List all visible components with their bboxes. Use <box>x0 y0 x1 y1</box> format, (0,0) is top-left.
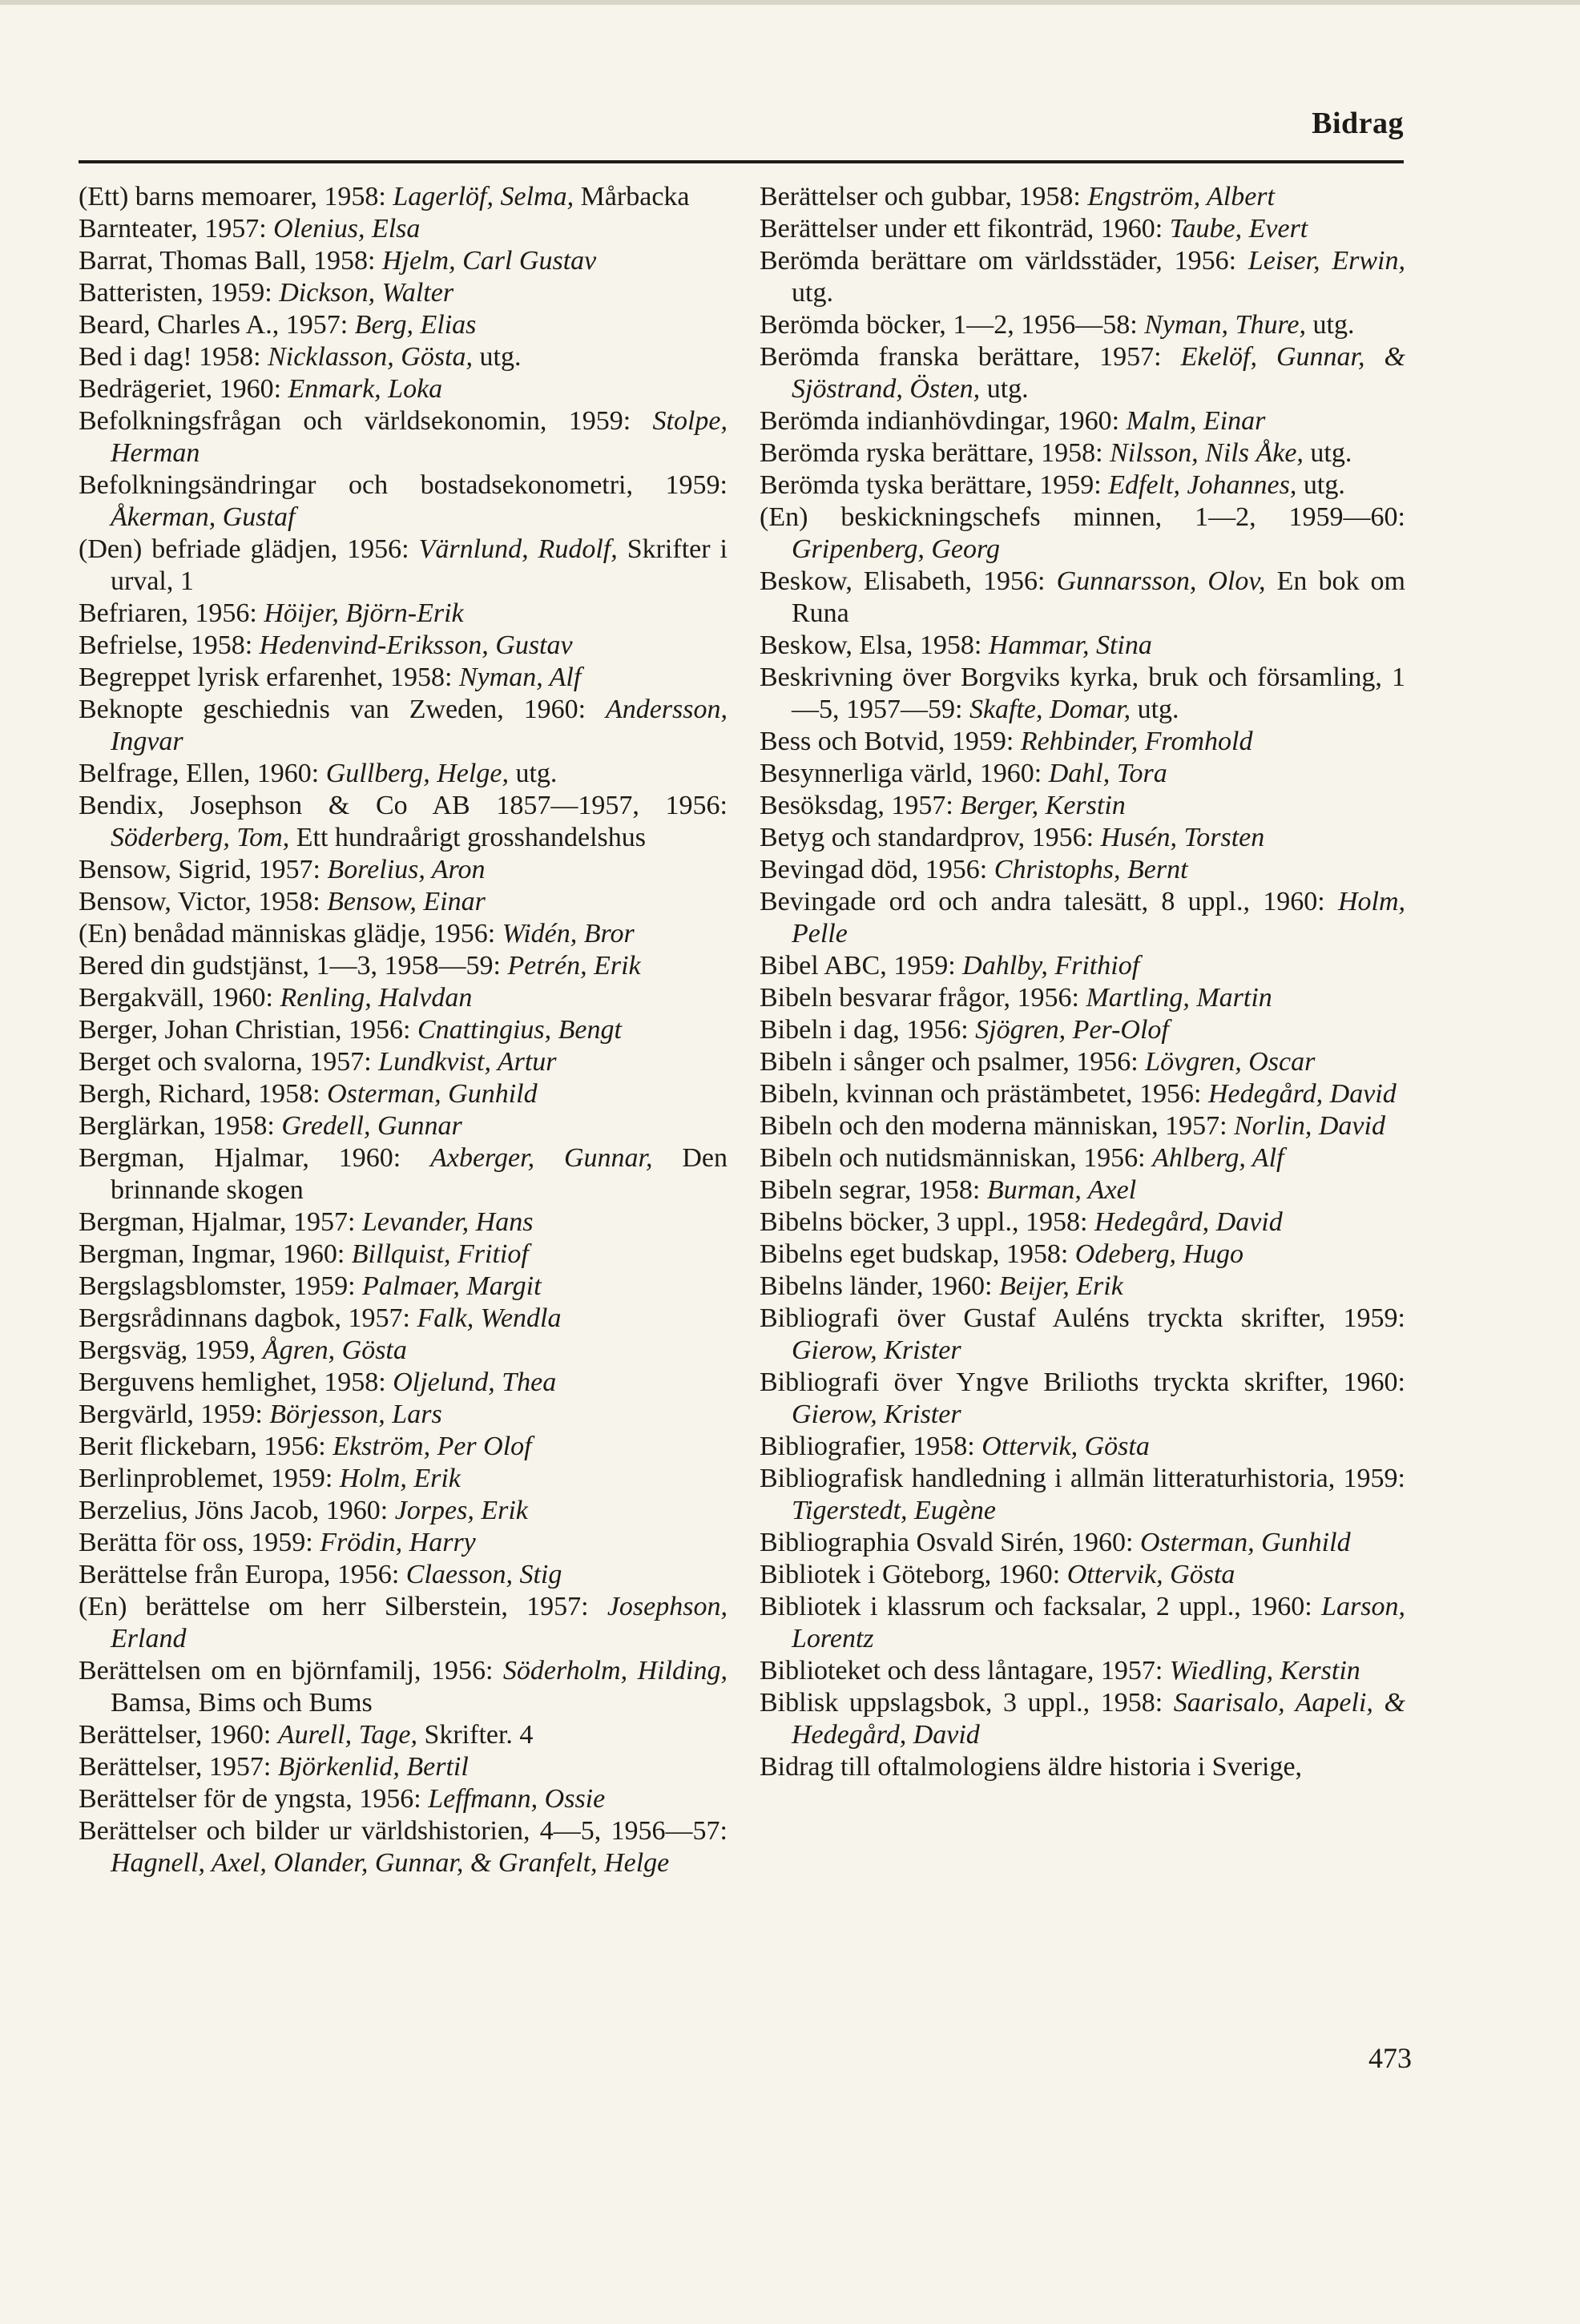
entry-title: Bed i dag! 1958: <box>79 342 268 372</box>
entry-title: Barrat, Thomas Ball, 1958: <box>79 246 382 276</box>
index-entry <box>79 1815 728 1879</box>
entry-title: Bibelns länder, 1960: <box>760 1271 999 1301</box>
entry-author: Enmark, Loka <box>288 374 443 404</box>
entry-title: Bibelns böcker, 3 uppl., 1958: <box>760 1207 1094 1237</box>
entry-author: Lagerlöf, Selma, <box>393 182 574 211</box>
index-entry <box>79 950 728 982</box>
entry-title: Befolkningsfrågan och världsekonomin, 1959: <box>79 406 653 436</box>
entry-author: Nyman, Alf <box>458 663 582 692</box>
entry-author: Burman, Axel <box>986 1175 1137 1205</box>
entry-title: Berättelsen om en björnfamilj, 1956: <box>79 1656 503 1686</box>
entry-title: Bibliografisk handledning i allmän litteraturhistoria, 1959: <box>760 1464 1405 1493</box>
index-entry <box>760 1463 1405 1527</box>
entry-note: Ett hundraårigt grosshandelshus <box>289 823 646 852</box>
entry-title: Berättelse från Europa, 1956: <box>79 1560 406 1589</box>
entry-note: Skrifter i urval, 1 <box>111 534 728 596</box>
entry-title: Bibeln och nutidsmänniskan, 1956: <box>760 1143 1153 1173</box>
entry-author: Levander, Hans <box>362 1207 534 1237</box>
entry-title: (En) berättelse om herr Silberstein, 1957: <box>79 1592 607 1621</box>
index-entry <box>79 662 728 694</box>
entry-title: Bibliographia Osvald Sirén, 1960: <box>760 1528 1141 1557</box>
entry-title: Berzelius, Jöns Jacob, 1960: <box>79 1496 395 1525</box>
index-entry <box>79 630 728 662</box>
entry-title: Berit flickebarn, 1956: <box>79 1432 333 1461</box>
entry-author: Leffmann, Ossie <box>428 1784 606 1814</box>
index-entry <box>760 245 1405 309</box>
entry-title: Besynnerliga värld, 1960: <box>760 759 1049 788</box>
entry-title: Berglärkan, 1958: <box>79 1111 282 1141</box>
entry-title: Berömda tyska berättare, 1959: <box>760 470 1109 500</box>
entry-author: Skafte, Domar, <box>969 695 1131 724</box>
index-entry <box>79 1239 728 1271</box>
entry-title: Bergman, Ingmar, 1960: <box>79 1239 352 1269</box>
entry-author: Palmaer, Margit <box>362 1271 542 1301</box>
entry-author: Olenius, Elsa <box>273 214 421 244</box>
entry-title: Biblioteket och dess låntagare, 1957: <box>760 1656 1170 1686</box>
index-entry <box>760 469 1405 501</box>
index-entry <box>760 1046 1405 1078</box>
entry-author: Ahlberg, Alf <box>1152 1143 1284 1173</box>
entry-title: Berömda berättare om världsstäder, 1956: <box>760 246 1248 276</box>
entry-author: Leiser, Erwin, <box>1247 246 1405 276</box>
entry-author: Bensow, Einar <box>327 887 486 916</box>
index-entry <box>760 1687 1405 1751</box>
entry-title: Bibel ABC, 1959: <box>760 951 963 981</box>
entry-author: Falk, Wendla <box>417 1303 562 1333</box>
entry-author: Hagnell, Axel, Olander, Gunnar, & Granfelt, Helge <box>111 1848 670 1878</box>
entry-author: Ottervik, Gösta <box>1066 1560 1235 1589</box>
entry-author: Hammar, Stina <box>988 630 1152 660</box>
index-entry <box>79 1206 728 1239</box>
index-entry <box>760 886 1405 950</box>
index-entry <box>79 534 728 598</box>
index-entry <box>760 1655 1405 1687</box>
entry-author: Dahlby, Frithiof <box>962 951 1140 981</box>
entry-title: Belfrage, Ellen, 1960: <box>79 759 326 788</box>
index-entry <box>760 1527 1405 1559</box>
entry-title: Bergman, Hjalmar, 1960: <box>79 1143 431 1173</box>
entry-title: Bibliografi över Yngve Brilioths tryckta skrifter, 1960: <box>760 1367 1405 1397</box>
entry-title: Betyg och standardprov, 1956: <box>760 823 1101 852</box>
index-entry <box>760 309 1405 341</box>
index-entry <box>79 181 728 213</box>
entry-title: Berlinproblemet, 1959: <box>79 1464 340 1493</box>
entry-author: Stolpe, Herman <box>111 406 728 468</box>
index-entry <box>760 1142 1405 1174</box>
entry-author: Lundkvist, Artur <box>378 1047 557 1077</box>
entry-author: Borelius, Aron <box>327 855 486 884</box>
index-entry <box>79 982 728 1014</box>
entry-note: utg. <box>473 342 522 372</box>
index-entry <box>79 1591 728 1655</box>
index-entry <box>79 1303 728 1335</box>
entry-title: Batteristen, 1959: <box>79 278 280 308</box>
index-entry <box>760 950 1405 982</box>
entry-author: Osterman, Gunhild <box>327 1079 538 1109</box>
index-entry <box>79 790 728 854</box>
entry-title: Bendix, Josephson & Co AB 1857—1957, 1956: <box>79 791 728 820</box>
entry-title: Berömda ryska berättare, 1958: <box>760 438 1110 468</box>
index-entry <box>760 1078 1405 1110</box>
index-entry <box>79 213 728 245</box>
index-entry <box>79 1367 728 1399</box>
entry-title: Beknopte geschiednis van Zweden, 1960: <box>79 695 606 724</box>
entry-author: Hedegård, David <box>1094 1207 1283 1237</box>
running-head: Bidrag <box>1312 107 1404 140</box>
index-entry <box>79 598 728 630</box>
entry-note: utg. <box>508 759 558 788</box>
entry-title: Bensow, Victor, 1958: <box>79 887 328 916</box>
entry-author: Norlin, David <box>1234 1111 1385 1141</box>
index-entry <box>79 373 728 405</box>
entry-title: Beskow, Elisabeth, 1956: <box>760 566 1057 596</box>
entry-author: Claesson, Stig <box>405 1560 562 1589</box>
entry-author: Holm, Pelle <box>792 887 1405 949</box>
index-entry <box>79 1559 728 1591</box>
index-entry <box>79 1655 728 1719</box>
entry-title: Bergman, Hjalmar, 1957: <box>79 1207 362 1237</box>
entry-title: Bibeln och den moderna människan, 1957: <box>760 1111 1235 1141</box>
entry-author: Börjesson, Lars <box>269 1400 442 1429</box>
entry-title: Begreppet lyrisk erfarenhet, 1958: <box>79 663 459 692</box>
index-entry <box>760 405 1405 437</box>
entry-title: Berger, Johan Christian, 1956: <box>79 1015 417 1045</box>
index-entry <box>79 1751 728 1783</box>
entry-title: Bibliotek i Göteborg, 1960: <box>760 1560 1067 1589</box>
entry-title: Befolkningsändringar och bostadsekonometri, 1959: <box>79 470 728 500</box>
entry-author: Martling, Martin <box>1086 983 1272 1013</box>
entry-author: Beijer, Erik <box>998 1271 1123 1301</box>
entry-author: Tigerstedt, Eugène <box>792 1496 996 1525</box>
entry-title: (En) benådad människas glädje, 1956: <box>79 919 502 949</box>
entry-author: Billquist, Fritiof <box>351 1239 529 1269</box>
entry-author: Larson, Lorentz <box>792 1592 1405 1653</box>
entry-title: Bergvärld, 1959: <box>79 1400 270 1429</box>
index-entry <box>79 245 728 277</box>
index-entry <box>760 822 1405 854</box>
index-entry <box>79 1110 728 1142</box>
index-entry <box>79 1719 728 1751</box>
entry-author: Holm, Erik <box>339 1464 461 1493</box>
entry-author: Söderberg, Tom, <box>111 823 290 852</box>
entry-author: Hedegård, David <box>1207 1079 1397 1109</box>
entry-title: Bergsväg, 1959, <box>79 1335 263 1365</box>
index-entry <box>760 854 1405 886</box>
entry-title: (Ett) barns memoarer, 1958: <box>79 182 393 211</box>
entry-title: Bibliografier, 1958: <box>760 1432 982 1461</box>
entry-title: Bibeln, kvinnan och prästämbetet, 1956: <box>760 1079 1208 1109</box>
entry-author: Ottervik, Gösta <box>981 1432 1150 1461</box>
entry-author: Axberger, Gunnar, <box>430 1143 653 1173</box>
index-entry <box>79 918 728 950</box>
entry-title: Bensow, Sigrid, 1957: <box>79 855 328 884</box>
index-column-right <box>760 181 1405 1783</box>
entry-title: Beard, Charles A., 1957: <box>79 310 355 340</box>
index-entry <box>79 1271 728 1303</box>
entry-author: Ågren, Gösta <box>262 1335 407 1365</box>
entry-author: Jorpes, Erik <box>394 1496 528 1525</box>
entry-note: utg. <box>1303 438 1352 468</box>
index-entry <box>79 1335 728 1367</box>
index-entry <box>760 1751 1405 1783</box>
entry-title: Bered din gudstjänst, 1—3, 1958—59: <box>79 951 508 981</box>
index-entry <box>760 1271 1405 1303</box>
index-entry <box>79 405 728 469</box>
index-entry <box>760 1559 1405 1591</box>
entry-title: Bibeln segrar, 1958: <box>760 1175 987 1205</box>
index-entry <box>760 181 1405 213</box>
entry-author: Nicklasson, Gösta, <box>268 342 474 372</box>
index-entry <box>760 1303 1405 1367</box>
entry-author: Malm, Einar <box>1126 406 1266 436</box>
entry-author: Söderholm, Hilding, <box>502 1656 728 1686</box>
index-entry <box>760 982 1405 1014</box>
entry-author: Berg, Elias <box>354 310 477 340</box>
entry-author: Andersson, Ingvar <box>111 695 728 756</box>
entry-author: Odeberg, Hugo <box>1074 1239 1244 1269</box>
entry-author: Gierow, Krister <box>792 1400 961 1429</box>
index-entry <box>760 1110 1405 1142</box>
entry-author: Berger, Kerstin <box>960 791 1126 820</box>
page-edge <box>0 0 1580 5</box>
entry-note: Bamsa, Bims och Bums <box>111 1688 373 1718</box>
index-entry <box>760 662 1405 726</box>
entry-author: Dickson, Walter <box>279 278 454 308</box>
entry-author: Nilsson, Nils Åke, <box>1110 438 1304 468</box>
entry-author: Lövgren, Oscar <box>1145 1047 1316 1077</box>
entry-title: Bevingad död, 1956: <box>760 855 994 884</box>
index-entry <box>79 694 728 758</box>
entry-author: Ekström, Per Olof <box>333 1432 532 1461</box>
entry-title: Bergsrådinnans dagbok, 1957: <box>79 1303 417 1333</box>
entry-title: Bibliotek i klassrum och facksalar, 2 uppl., 1960: <box>760 1592 1322 1621</box>
entry-author: Nyman, Thure, <box>1144 310 1307 340</box>
entry-title: Berguvens hemlighet, 1958: <box>79 1367 393 1397</box>
entry-note: Skrifter. 4 <box>417 1720 534 1750</box>
entry-title: Beskrivning över Borgviks kyrka, bruk och församling, 1—5, 1957—59: <box>760 663 1405 724</box>
entry-title: Bergh, Richard, 1958: <box>79 1079 328 1109</box>
entry-author: Taube, Evert <box>1169 214 1308 244</box>
index-entry <box>760 1014 1405 1046</box>
entry-author: Osterman, Gunhild <box>1140 1528 1351 1557</box>
entry-author: Gierow, Krister <box>792 1335 961 1365</box>
entry-title: Berättelser, 1960: <box>79 1720 278 1750</box>
page-number: 473 <box>1368 2042 1412 2074</box>
entry-note: utg. <box>792 278 833 308</box>
entry-author: Oljelund, Thea <box>393 1367 557 1397</box>
entry-author: Edfelt, Johannes, <box>1108 470 1297 500</box>
entry-note: En bok om Runa <box>792 566 1406 628</box>
entry-note: utg. <box>1306 310 1355 340</box>
entry-author: Björkenlid, Bertil <box>277 1752 469 1782</box>
entry-note: utg. <box>1296 470 1345 500</box>
entry-title: Bibeln i dag, 1956: <box>760 1015 976 1045</box>
index-entry <box>760 1591 1405 1655</box>
entry-author: Gredell, Gunnar <box>281 1111 462 1141</box>
index-entry <box>760 1239 1405 1271</box>
index-entry <box>79 469 728 534</box>
header-rule <box>79 160 1404 163</box>
entry-title: Biblisk uppslagsbok, 3 uppl., 1958: <box>760 1688 1174 1718</box>
entry-title: Berömda franska berättare, 1957: <box>760 342 1181 372</box>
entry-author: Engström, Albert <box>1087 182 1275 211</box>
entry-title: Beskow, Elsa, 1958: <box>760 630 989 660</box>
entry-note: utg. <box>980 374 1029 404</box>
index-entry <box>79 1463 728 1495</box>
index-entry <box>79 1142 728 1206</box>
index-entry <box>79 1527 728 1559</box>
entry-author: Renling, Halvdan <box>280 983 473 1013</box>
entry-title: (Den) befriade glädjen, 1956: <box>79 534 419 564</box>
entry-author: Petrén, Erik <box>507 951 641 981</box>
entry-author: Sjögren, Per-Olof <box>975 1015 1169 1045</box>
index-entry <box>79 1431 728 1463</box>
entry-title: Bess och Botvid, 1959: <box>760 727 1021 756</box>
entry-author: Widén, Bror <box>502 919 635 949</box>
index-entry <box>760 213 1405 245</box>
entry-author: Christophs, Bernt <box>994 855 1188 884</box>
entry-author: Värnlund, Rudolf, <box>418 534 618 564</box>
entry-author: Gullberg, Helge, <box>325 759 509 788</box>
entry-note: utg. <box>1131 695 1179 724</box>
entry-title: Berömda indianhövdingar, 1960: <box>760 406 1127 436</box>
index-entry <box>79 1014 728 1046</box>
entry-title: Besöksdag, 1957: <box>760 791 961 820</box>
index-entry <box>760 1206 1405 1239</box>
entry-title: Bibliografi över Gustaf Auléns tryckta skrifter, 1959: <box>760 1303 1405 1333</box>
entry-author: Saarisalo, Aapeli, & Hedegård, David <box>792 1688 1405 1750</box>
index-entry <box>760 726 1405 758</box>
entry-title: Bidrag till oftalmologiens äldre historia i Sverige, <box>760 1752 1303 1782</box>
index-entry <box>79 1399 728 1431</box>
index-column-left <box>79 181 728 1879</box>
index-entry <box>79 309 728 341</box>
index-entry <box>760 501 1405 566</box>
entry-title: Barnteater, 1957: <box>79 214 274 244</box>
entry-title: Bergslagsblomster, 1959: <box>79 1271 363 1301</box>
entry-title: Berömda böcker, 1—2, 1956—58: <box>760 310 1145 340</box>
entry-note: Den brinnande skogen <box>111 1143 728 1205</box>
index-entry <box>760 790 1405 822</box>
entry-title: Bibelns eget budskap, 1958: <box>760 1239 1075 1269</box>
index-entry <box>79 1495 728 1527</box>
entry-title: Befriaren, 1956: <box>79 598 264 628</box>
index-entry <box>79 854 728 886</box>
index-entry <box>760 630 1405 662</box>
entry-author: Ekelöf, Gunnar, & Sjöstrand, Östen, <box>792 342 1405 404</box>
index-entry <box>79 341 728 373</box>
index-entry <box>79 277 728 309</box>
entry-author: Gripenberg, Georg <box>792 534 1000 564</box>
entry-title: Berättelser för de yngsta, 1956: <box>79 1784 429 1814</box>
entry-author: Hjelm, Carl Gustav <box>381 246 597 276</box>
index-entry <box>760 1174 1405 1206</box>
entry-title: (En) beskickningschefs minnen, 1—2, 1959—60: <box>760 502 1405 532</box>
entry-title: Berättelser och bilder ur världshistorien, 4—5, 1956—57: <box>79 1816 728 1846</box>
entry-title: Bedrägeriet, 1960: <box>79 374 288 404</box>
entry-author: Dahl, Tora <box>1048 759 1167 788</box>
entry-author: Rehbinder, Fromhold <box>1020 727 1253 756</box>
entry-title: Berätta för oss, 1959: <box>79 1528 320 1557</box>
entry-note: Mårbacka <box>574 182 690 211</box>
entry-author: Josephson, Erland <box>111 1592 728 1653</box>
entry-title: Berget och svalorna, 1957: <box>79 1047 379 1077</box>
index-entry <box>79 886 728 918</box>
entry-author: Aurell, Tage, <box>277 1720 417 1750</box>
entry-author: Cnattingius, Bengt <box>417 1015 622 1045</box>
entry-author: Frödin, Harry <box>320 1528 476 1557</box>
index-entry <box>760 566 1405 630</box>
entry-title: Berättelser, 1957: <box>79 1752 278 1782</box>
entry-title: Berättelser och gubbar, 1958: <box>760 182 1088 211</box>
entry-author: Wiedling, Kerstin <box>1169 1656 1360 1686</box>
entry-author: Hedenvind-Eriksson, Gustav <box>259 630 573 660</box>
index-entry <box>760 437 1405 469</box>
entry-title: Bibeln i sånger och psalmer, 1956: <box>760 1047 1146 1077</box>
index-entry <box>79 1078 728 1110</box>
index-entry <box>79 1783 728 1815</box>
entry-title: Bevingade ord och andra talesätt, 8 uppl., 1960: <box>760 887 1338 916</box>
entry-author: Husén, Torsten <box>1100 823 1265 852</box>
index-entry <box>760 341 1405 405</box>
index-entry <box>79 1046 728 1078</box>
index-entry <box>760 758 1405 790</box>
entry-author: Gunnarsson, Olov, <box>1056 566 1266 596</box>
entry-author: Åkerman, Gustaf <box>111 502 296 532</box>
index-entry <box>760 1367 1405 1431</box>
entry-title: Bergakväll, 1960: <box>79 983 280 1013</box>
index-entry <box>760 1431 1405 1463</box>
entry-author: Höijer, Björn-Erik <box>264 598 464 628</box>
entry-title: Befrielse, 1958: <box>79 630 260 660</box>
index-entry <box>79 758 728 790</box>
entry-title: Berättelser under ett fikonträd, 1960: <box>760 214 1170 244</box>
entry-title: Bibeln besvarar frågor, 1956: <box>760 983 1086 1013</box>
